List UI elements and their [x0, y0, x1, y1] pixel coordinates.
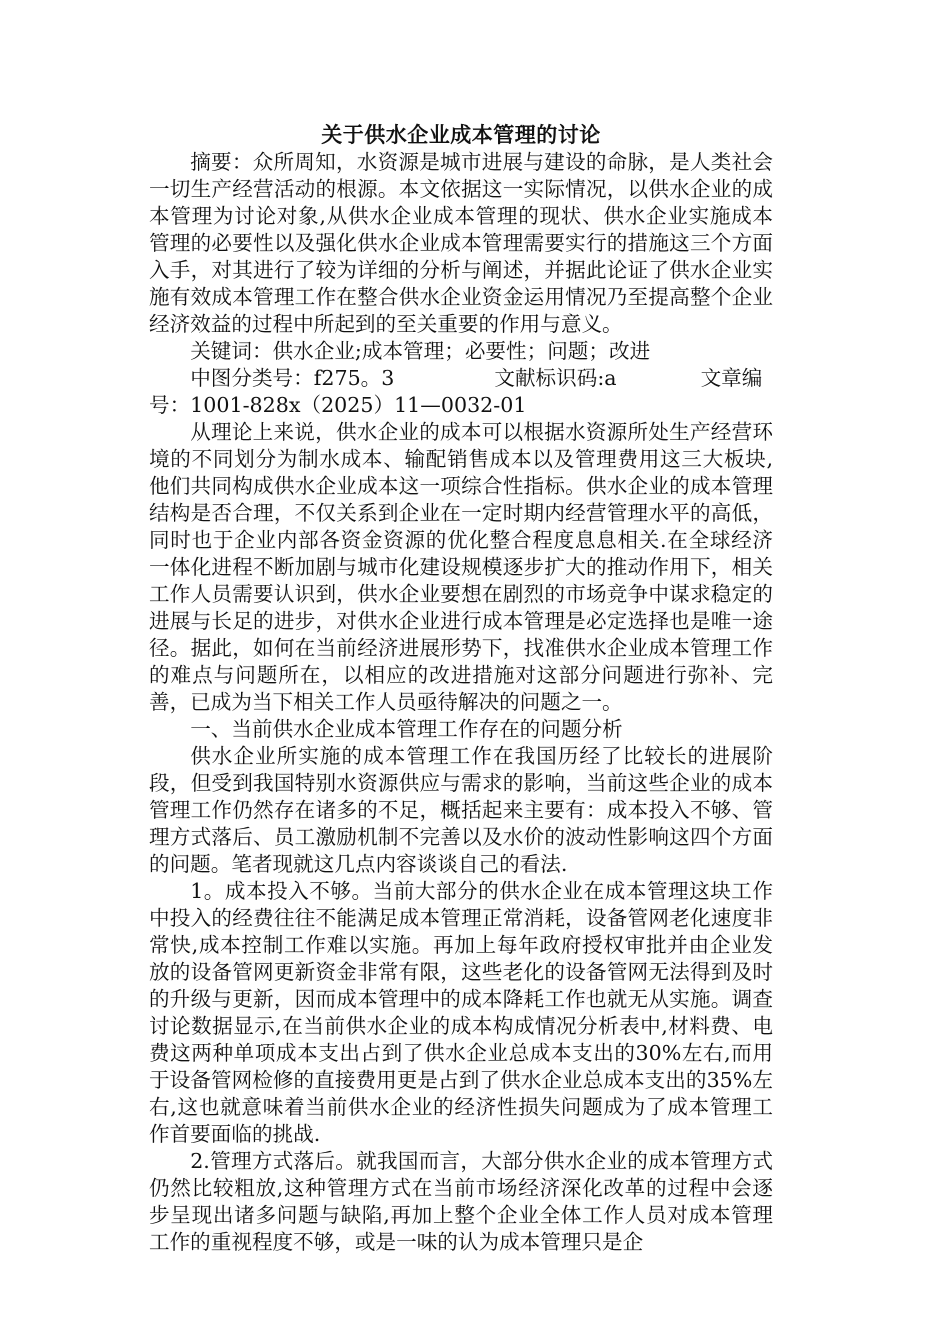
body-paragraph-problems: 供水企业所实施的成本管理工作在我国历经了比较长的进展阶段，但受到我国特别水资源供应与需求的影响，当前这些企业的成本管理工作仍然存在诸多的不足，概括起来主要有：成本投入不够、管理方式落后、员工激励机制不完善以及水价的波动性影响这四个方面的问题。笔者现就这几点内容谈谈自己的看法. — [149, 744, 773, 876]
keywords-line: 关键词：供水企业;成本管理；必要性；问题；改进 — [190, 339, 651, 363]
document-title: 关于供水企业成本管理的讨论 — [321, 123, 601, 147]
document-code: 文献标识码:a — [494, 366, 617, 390]
document-page — [149, 122, 773, 1256]
classification-line — [149, 365, 773, 392]
classification-number: 中图分类号：f275。3 — [190, 366, 395, 390]
body-paragraph-intro: 从理论上来说，供水企业的成本可以根据水资源所处生产经营环境的不同划分为制水成本、输配销售成本以及管理费用这三大板块,他们共同构成供水企业成本这一项综合性指标。供水企业的成本管理结构是否合理，不仅关系到企业在一定时期内经营管理水平的高低，同时也于企业内部各资金资源的优化整合程度息息相关.在全球经济一体化进程不断加剧与城市化建设规模逐步扩大的推动作用下，相关工作人员需要认识到，供水企业要想在剧烈的市场竞争中谋求稳定的进展与长足的进步，对供水企业进行成本管理是必定选择也是唯一途径。据此，如何在当前经济进展形势下，找准供水企业成本管理工作的难点与问题所在，以相应的改进措施对这部分问题进行弥补、完善，已成为当下相关工作人员亟待解决的问题之一。 — [149, 420, 773, 714]
body-paragraph-management: 2.管理方式落后。就我国而言，大部分供水企业的成本管理方式仍然比较粗放,这种管理方式在当前市场经济深化改革的过程中会逐步呈现出诸多问题与缺陷,再加上整个企业全体工作人员对成本管理工作的重视程度不够，或是一味的认为成本管理只是企 — [149, 1149, 773, 1254]
article-number-label: 文章编 — [700, 366, 763, 390]
body-paragraph-cost-input: 1。成本投入不够。当前大部分的供水企业在成本管理这块工作中投入的经费往往不能满足成本管理正常消耗，设备管网老化速度非常快,成本控制工作难以实施。再加上每年政府授权审批并由企业发放的设备管网更新资金非常有限，这些老化的设备管网无法得到及时的升级与更新，因而成本管理中的成本降耗工作也就无从实施。调查讨论数据显示,在当前供水企业的成本构成情况分析表中,材料费、电费这两种单项成本支出占到了供水企业总成本支出的30%左右,而用于设备管网检修的直接费用更是占到了供水企业总成本支出的35%左右,这也就意味着当前供水企业的经济性损失问题成为了成本管理工作首要面临的挑战. — [149, 879, 773, 1146]
abstract-paragraph: 摘要：众所周知，水资源是城市进展与建设的命脉，是人类社会一切生产经营活动的根源。本文依据这一实际情况，以供水企业的成本管理为讨论对象,从供水企业成本管理的现状、供水企业实施成本管理的必要性以及强化供水企业成本管理需要实行的措施这三个方面入手，对其进行了较为详细的分析与阐述，并据此论证了供水企业实施有效成本管理工作在整合供水企业资金运用情况乃至提高整个企业经济效益的过程中所起到的至关重要的作用与意义。 — [149, 150, 773, 336]
article-number-line: 号：1001-828x（2025）11—0032-01 — [149, 393, 527, 417]
section-heading-1: 一、当前供水企业成本管理工作存在的问题分析 — [190, 717, 623, 741]
